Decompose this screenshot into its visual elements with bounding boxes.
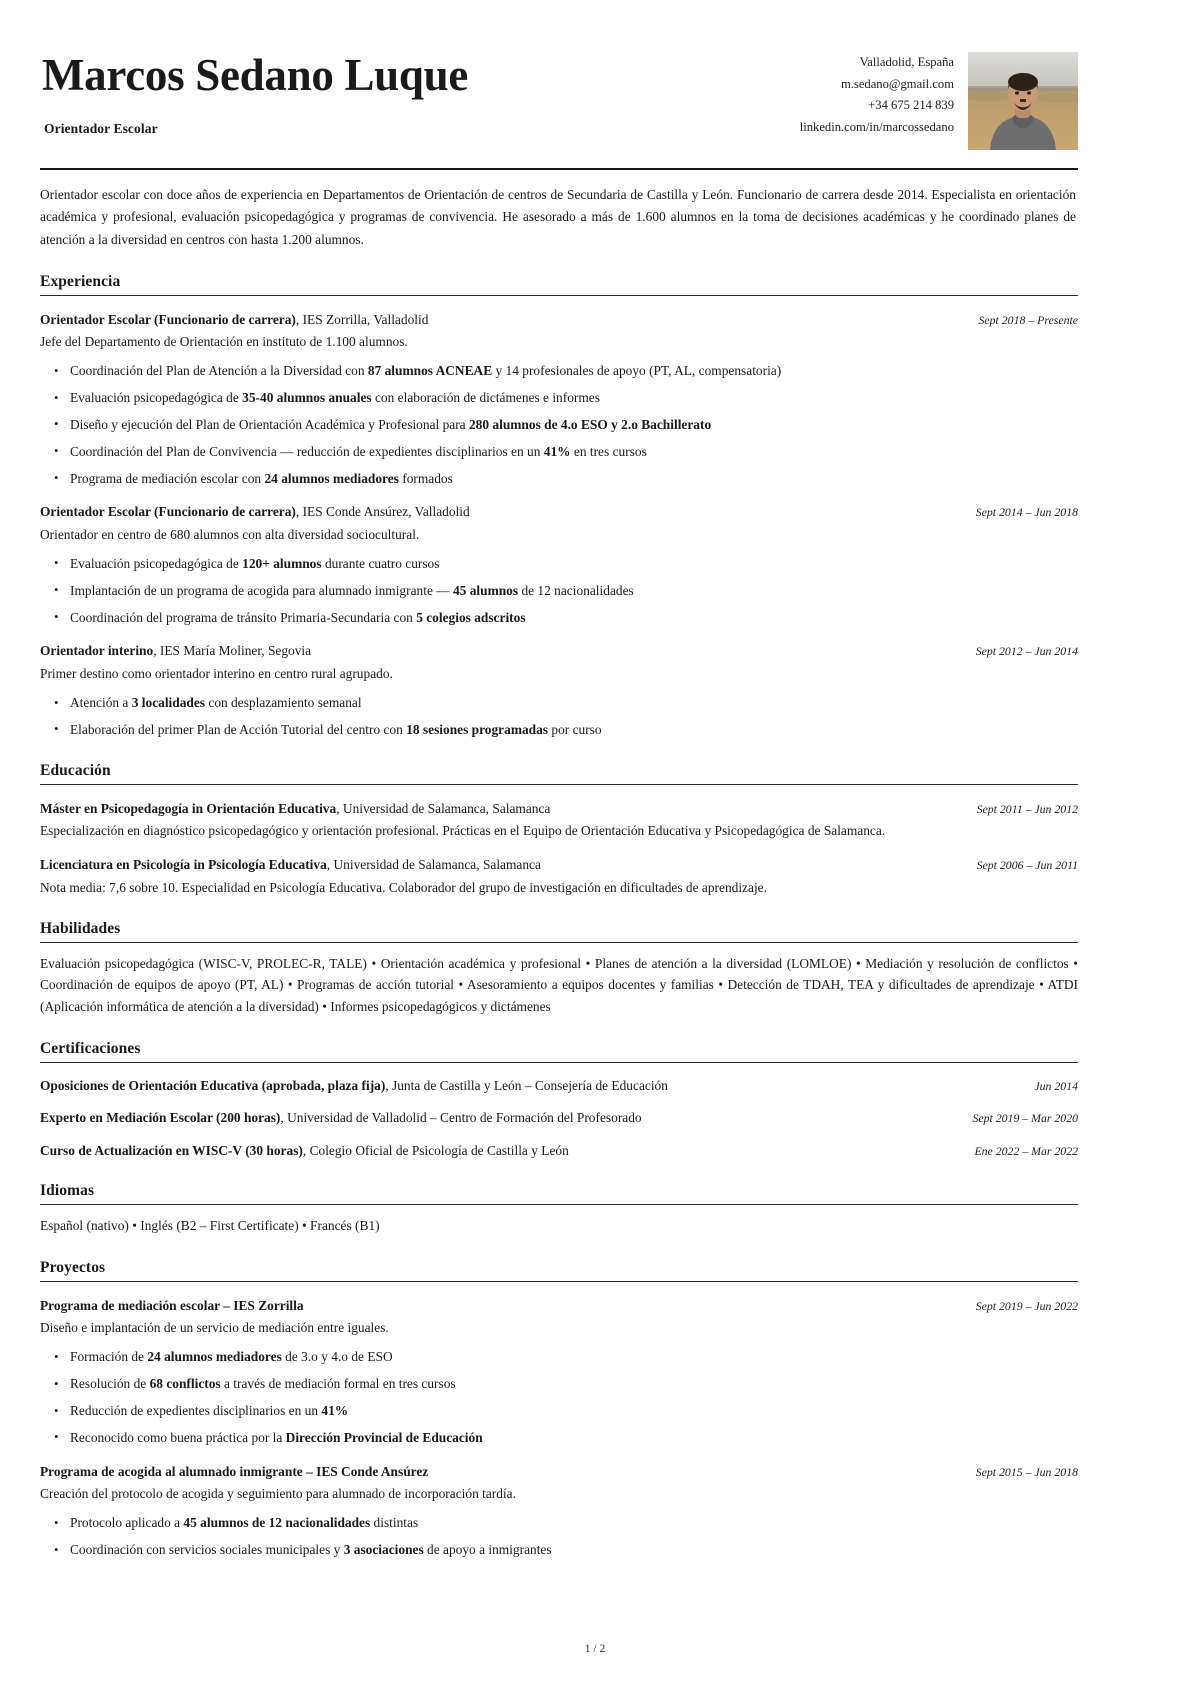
contact-email[interactable]: m.sedano@gmail.com — [840, 76, 954, 91]
project-subtitle: Creación del protocolo de acogida y seguimiento para alumnado de incorporación tardía. — [40, 1486, 516, 1502]
professional-summary: Orientador escolar con doce años de experiencia en Departamentos de Orientación de centros de Secundaria de Castilla y León. Funcionario de carrera desde 2014. Especialista en orientación académica y profesional, evaluación psicopedagógica y programas de convivencia. He asesorado a más de 1.600 alumnos en la toma de decisiones académicas y he coordinado planes de atención a la diversidad en centros con hasta 1.200 alumnos. — [40, 187, 1076, 247]
education-head — [40, 855, 1078, 874]
section-divider — [40, 1204, 1078, 1205]
list-item: • Evaluación psicopedagógica de 120+ alumnos durante cuatro cursos — [70, 554, 1078, 574]
list-item: • Resolución de 68 conflictos a través de mediación formal en tres cursos — [70, 1374, 1078, 1394]
section-title-skills: Habilidades — [40, 919, 121, 937]
certification-entry — [40, 1141, 1078, 1160]
contact-phone[interactable]: +34 675 214 839 — [868, 98, 954, 113]
list-item: • Diseño y ejecución del Plan de Orientación Académica y Profesional para 280 alumnos de 4.o ESO y 2.o Bachillerato — [70, 415, 1078, 435]
project-date: Sept 2015 – Jun 2018 — [975, 1464, 1078, 1479]
project-head — [40, 1296, 1078, 1315]
experience-head — [40, 641, 1078, 660]
certification-name: Experto en Mediación Escolar (200 horas), Universidad de Valladolid – Centro de Formación del Profesorado — [40, 1110, 642, 1126]
experience-bullets — [40, 361, 1078, 488]
avatar — [968, 52, 1078, 150]
experience-entries — [40, 310, 1078, 740]
education-detail: Nota media: 7,6 sobre 10. Especialidad en Psicología Educativa. Colaborador del grupo de investigación en dificultades de aprendizaje. — [40, 879, 767, 895]
project-entry — [40, 1296, 1078, 1448]
skills-text: Evaluación psicopedagógica (WISC-V, PROLEC-R, TALE) • Orientación académica y profesional • Planes de atención a la diversidad (LOMLOE) • Mediación y resolución de conflictos • Coordinación de equipos de apoyo (PT, AL) • Programas de acción tutorial • Asesoramiento a equipos docentes y familias • Detección de TDAH, TEA y dificultades de aprendizaje • ATDI (Aplicación informática de atención a la diversidad) • Informes psicopedagógicos y dictámenes — [40, 955, 1078, 1015]
section-divider — [40, 1281, 1078, 1282]
section-title-experience: Experiencia — [40, 272, 121, 290]
list-item: • Coordinación del programa de tránsito Primaria-Secundaria con 5 colegios adscritos — [70, 608, 1078, 628]
certification-name: Curso de Actualización en WISC-V (30 horas), Colegio Oficial de Psicología de Castilla y León — [40, 1142, 569, 1158]
section-title-education: Educación — [40, 761, 111, 779]
project-subtitle: Diseño e implantación de un servicio de mediación entre iguales. — [40, 1320, 389, 1336]
list-item: • Coordinación con servicios sociales municipales y 3 asociaciones de apoyo a inmigrantes — [70, 1540, 1078, 1560]
education-date: Sept 2006 – Jun 2011 — [976, 858, 1078, 873]
project-title: Programa de mediación escolar – IES Zorrilla — [40, 1297, 304, 1313]
experience-head — [40, 310, 1078, 329]
list-item: • Atención a 3 localidades con desplazamiento semanal — [70, 693, 1078, 713]
education-entry — [40, 855, 1078, 898]
education-date: Sept 2011 – Jun 2012 — [976, 801, 1078, 816]
list-item: • Formación de 24 alumnos mediadores de 3.o y 4.o de ESO — [70, 1347, 1078, 1367]
experience-subtitle: Primer destino como orientador interino en centro rural agrupado. — [40, 665, 393, 681]
experience-entry — [40, 641, 1078, 739]
list-item: • Reducción de expedientes disciplinarios en un 41% — [70, 1401, 1078, 1421]
experience-entry — [40, 310, 1078, 489]
project-head — [40, 1462, 1078, 1481]
section-skills — [40, 920, 1078, 1018]
education-entry — [40, 799, 1078, 842]
resume-header — [40, 38, 1078, 150]
experience-title: Orientador Escolar (Funcionario de carrera), IES Zorrilla, Valladolid — [40, 311, 429, 327]
section-divider — [40, 295, 1078, 296]
experience-subtitle: Jefe del Departamento de Orientación en instituto de 1.100 alumnos. — [40, 334, 408, 350]
education-detail: Especialización en diagnóstico psicopedagógico y orientación profesional. Prácticas en el Equipo de Orientación Educativa y Psicopedagógica de Salamanca. — [40, 823, 886, 839]
section-title-projects: Proyectos — [40, 1258, 106, 1276]
education-title: Licenciatura en Psicología in Psicología Educativa, Universidad de Salamanca, Salamanca — [40, 857, 541, 873]
education-head — [40, 799, 1078, 818]
experience-bullets — [40, 554, 1078, 627]
experience-title: Orientador Escolar (Funcionario de carrera), IES Conde Ansúrez, Valladolid — [40, 504, 470, 520]
languages-text: Español (nativo) • Inglés (B2 – First Certificate) • Francés (B1) — [40, 1218, 380, 1234]
certification-date: Ene 2022 – Mar 2022 — [974, 1143, 1078, 1158]
certification-name: Oposiciones de Orientación Educativa (aprobada, plaza fija), Junta de Castilla y León – Consejería de Educación — [40, 1077, 668, 1093]
portrait-photo-icon — [968, 52, 1078, 150]
section-projects — [40, 1259, 1078, 1560]
section-education — [40, 762, 1078, 898]
section-divider — [40, 1062, 1078, 1063]
experience-entry — [40, 502, 1078, 627]
project-entries — [40, 1296, 1078, 1560]
certification-entry — [40, 1076, 1078, 1095]
section-languages — [40, 1182, 1078, 1237]
certification-entry — [40, 1108, 1078, 1127]
list-item: • Programa de mediación escolar con 24 alumnos mediadores formados — [70, 469, 1078, 489]
project-entry — [40, 1462, 1078, 1560]
section-title-certifications: Certificaciones — [40, 1039, 141, 1057]
section-divider — [40, 784, 1078, 785]
section-title-languages: Idiomas — [40, 1182, 95, 1200]
list-item: • Elaboración del primer Plan de Acción Tutorial del centro con 18 sesiones programadas por curso — [70, 720, 1078, 740]
list-item: • Evaluación psicopedagógica de 35-40 alumnos anuales con elaboración de dictámenes e informes — [70, 388, 1078, 408]
experience-head — [40, 502, 1078, 521]
contact-linkedin[interactable]: linkedin.com/in/marcossedano — [799, 119, 954, 134]
project-bullets — [40, 1513, 1078, 1560]
certification-entries — [40, 1076, 1078, 1160]
experience-date: Sept 2014 – Jun 2018 — [975, 505, 1078, 520]
header-contact-block — [800, 46, 1078, 150]
experience-bullets — [40, 693, 1078, 740]
experience-subtitle: Orientador en centro de 680 alumnos con alta diversidad sociocultural. — [40, 526, 420, 542]
page-title: Marcos Sedano Luque — [42, 50, 469, 100]
page-footer: 1 / 2 — [584, 1643, 606, 1655]
list-item: • Coordinación del Plan de Convivencia — reducción de expedientes disciplinarios en un 41% en tres cursos — [70, 442, 1078, 462]
list-item: • Reconocido como buena práctica por la Dirección Provincial de Educación — [70, 1428, 1078, 1448]
project-title: Programa de acogida al alumnado inmigrante – IES Conde Ansúrez — [40, 1463, 429, 1479]
section-divider — [40, 942, 1078, 943]
experience-date: Sept 2012 – Jun 2014 — [975, 644, 1078, 659]
list-item: • Implantación de un programa de acogida para alumnado inmigrante — 45 alumnos de 12 nacionalidades — [70, 581, 1078, 601]
experience-date: Sept 2018 – Presente — [978, 312, 1078, 327]
list-item: • Coordinación del Plan de Atención a la Diversidad con 87 alumnos ACNEAE y 14 profesionales de apoyo (PT, AL, compensatoria) — [70, 361, 1078, 381]
section-experience — [40, 273, 1078, 740]
professional-headline: Orientador Escolar — [44, 121, 158, 137]
header-identity — [40, 46, 800, 137]
project-date: Sept 2019 – Jun 2022 — [975, 1298, 1078, 1313]
certification-date: Sept 2019 – Mar 2020 — [972, 1111, 1078, 1126]
section-certifications — [40, 1040, 1078, 1160]
contact-location: Valladolid, España — [859, 55, 954, 69]
contact-details — [800, 52, 954, 139]
education-entries — [40, 799, 1078, 898]
project-bullets — [40, 1347, 1078, 1447]
list-item: • Protocolo aplicado a 45 alumnos de 12 nacionalidades distintas — [70, 1513, 1078, 1533]
experience-title: Orientador interino, IES María Moliner, Segovia — [40, 643, 312, 659]
certification-date: Jun 2014 — [1034, 1078, 1078, 1093]
education-title: Máster en Psicopedagogía in Orientación Educativa, Universidad de Salamanca, Salamanca — [40, 800, 551, 816]
header-divider — [40, 168, 1078, 170]
